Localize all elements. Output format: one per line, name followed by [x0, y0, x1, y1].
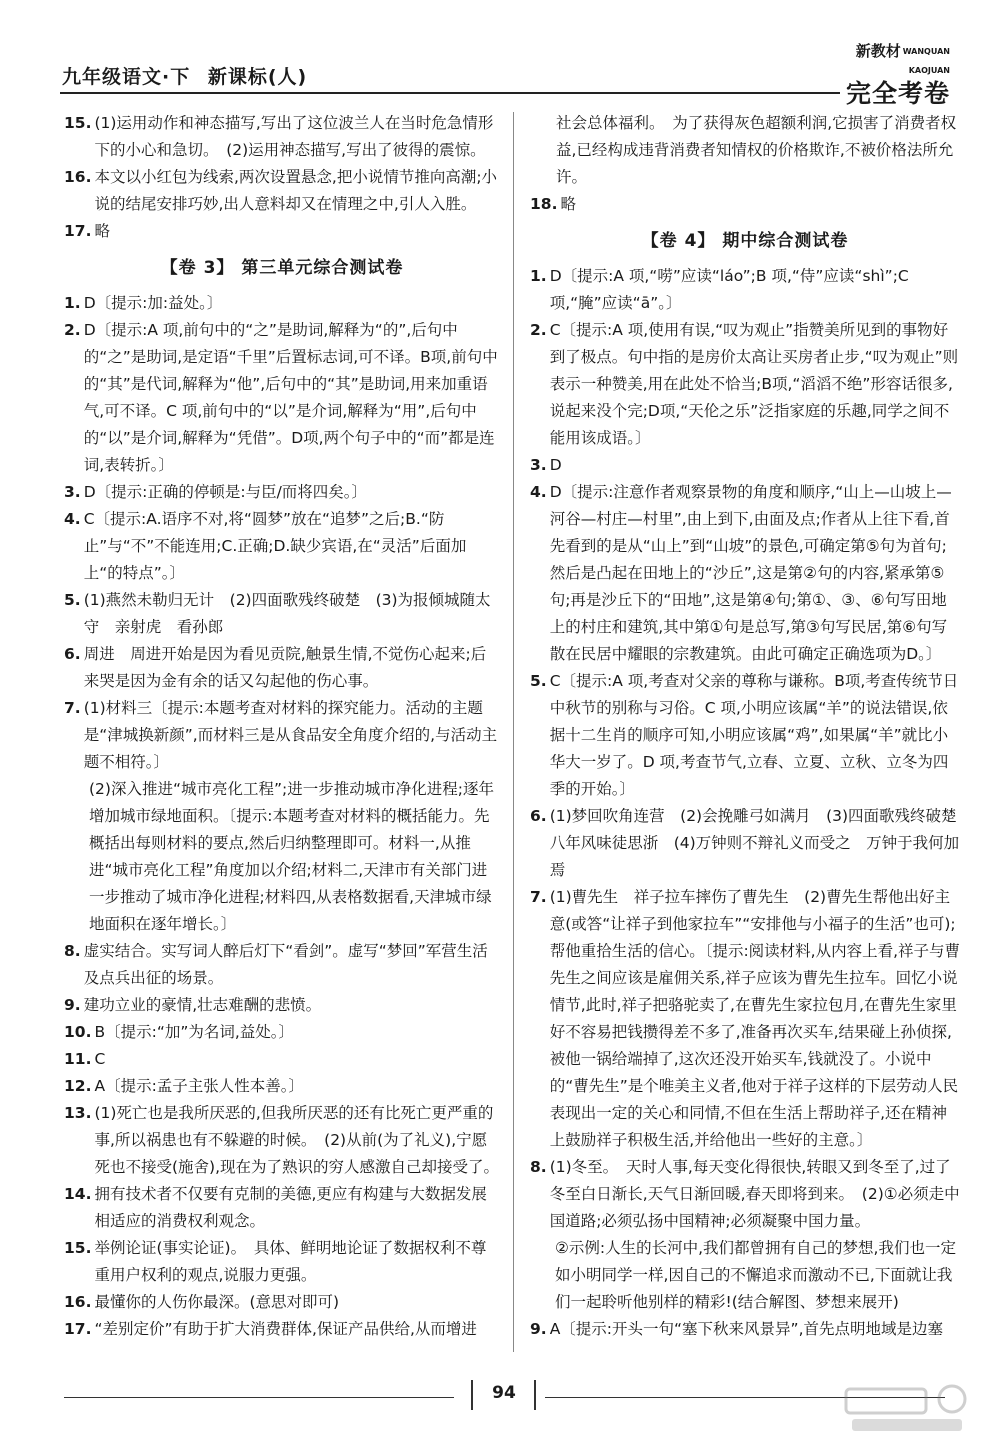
answer-number: 16. [64, 1293, 92, 1311]
answer-number: 9. [64, 996, 81, 1014]
answer-text: D〔提示:A 项,前句中的“之”是助词,解释为“的”,后句中的“之”是助词,是定语“千里”后置标志词,可不译。B项,前句中的“其”是代词,解释为“他”,后句中的“其”是助词,用来加重语气,可不译。C 项,前句中的“以”是介词,解释为“用”,后句中的“以”是介词,解释为“凭借”。D项,两个句子中的“而”都是连词,表转折。〕 [83, 321, 498, 474]
answer-number: 3. [64, 483, 81, 501]
answer-number: 4. [530, 483, 547, 501]
answer-item [64, 938, 500, 992]
answer-item [64, 1235, 500, 1289]
answer-item [64, 164, 500, 218]
answer-text: (1)梦回吹角连营 (2)会挽雕弓如满月 (3)四面歌残终破楚 八年风味徒思浙 (4)万钟则不辩礼义而受之 万钟于我何加焉 [549, 807, 973, 879]
answer-number: 7. [530, 888, 547, 906]
answer-number: 5. [530, 672, 547, 690]
answer-number: 18. [530, 195, 558, 213]
answer-text: B〔提示:“加”为名词,益处。〕 [94, 1023, 295, 1041]
answer-item [64, 587, 500, 641]
answer-text: 建功立业的豪情,壮志难酬的悲愤。 [83, 996, 322, 1014]
answer-number: 12. [64, 1077, 92, 1095]
answer-item [530, 452, 960, 479]
continued-answer: 社会总体福利。 为了获得灰色超额利润,它损害了消费者权益,已经构成违背消费者知情权的价格欺诈,不被价格法所允许。 [556, 114, 957, 186]
grade-label: 九年级语文·下 [62, 66, 191, 88]
left-column [64, 110, 500, 1343]
answer-number: 15. [64, 1239, 92, 1257]
answer-text: A〔提示:开头一句“塞下秋来风景异”,首先点明地域是边塞 [549, 1320, 944, 1338]
answer-item [64, 218, 500, 245]
answer-text: (1)冬至。 天时人事,每天变化得很快,转眼又到冬至了,过了冬至白日渐长,天气日渐回暖,春天即将到来。 (2)①必须走中国道路;必须弘扬中国精神;必须凝聚中国力量。 [549, 1158, 960, 1230]
answer-text: (1)运用动作和神态描写,写出了这位波兰人在当时危急情形下的小心和急切。 (2)运用神态描写,写出了彼得的震惊。 [94, 114, 494, 159]
page-header [60, 40, 950, 108]
answer-item [530, 317, 960, 452]
right-answers-a [530, 191, 960, 218]
brand-main: 完全考卷 [845, 79, 950, 108]
footer-rule-left [64, 1397, 454, 1398]
right-answers-b [530, 263, 973, 1343]
section-title-3: 【卷 3】 第三单元综合测试卷 [160, 258, 404, 278]
answer-item [530, 479, 960, 668]
answer-number: 17. [64, 222, 92, 240]
answer-item [530, 884, 960, 1154]
answer-text: D〔提示:正确的停顿是:与臣/而将四矣。〕 [83, 483, 368, 501]
answer-text: D〔提示:加:益处。〕 [83, 294, 223, 312]
answer-number [530, 1235, 552, 1316]
answer-text: A〔提示:孟子主张人性本善。〕 [94, 1077, 305, 1095]
brand-logo [830, 40, 950, 108]
answer-item [64, 992, 500, 1019]
answer-item [530, 1235, 960, 1316]
answer-item [530, 1154, 960, 1235]
answer-text: (1)死亡也是我所厌恶的,但我所厌恶的还有比死亡更严重的事,所以祸患也有不躲避的时候。 (2)从前(为了礼义),宁愿死也不接受(施舍),现在为了熟识的穷人感激自己却接受了。 [94, 1104, 499, 1176]
answer-item [530, 263, 960, 317]
section-title-4: 【卷 4】 期中综合测试卷 [641, 231, 849, 251]
answer-text: 本文以小红包为线索,两次设置悬念,把小说情节推向高潮;小说的结尾安排巧妙,出人意料却又在情理之中,引人入胜。 [94, 168, 498, 213]
answer-text: 略 [94, 222, 110, 240]
answer-number: 5. [64, 591, 81, 609]
answer-item [64, 1289, 500, 1316]
answer-text: (1)燕然未勒归无计 (2)四面歌残终破楚 (3)为报倾城随太守 亲射虎 看孙郎 [83, 591, 491, 636]
answer-number: 4. [64, 510, 81, 528]
answer-item [530, 191, 960, 218]
answer-text: “差别定价”有助于扩大消费群体,保证产品供给,从而增进 [94, 1320, 477, 1338]
answer-item [64, 1019, 500, 1046]
brand-small: 新教材 [855, 42, 901, 60]
answer-text: C [94, 1050, 106, 1068]
answer-item [530, 668, 960, 803]
answer-item [64, 506, 500, 587]
answer-item [64, 1100, 500, 1181]
answer-item [530, 1316, 960, 1343]
answer-number [64, 776, 86, 938]
answer-item [64, 641, 500, 695]
answer-item [64, 1046, 500, 1073]
answer-text: 略 [560, 195, 576, 213]
answer-number: 10. [64, 1023, 92, 1041]
answer-number: 16. [64, 168, 92, 186]
answer-number: 13. [64, 1104, 92, 1122]
answer-item [64, 317, 500, 479]
answer-item [64, 1316, 500, 1343]
answer-item [64, 110, 500, 164]
brand-pinyin: WANQUAN KAOJUAN [902, 47, 950, 75]
answer-text: D〔提示:A 项,“唠”应读“láo”;B 项,“侍”应读“shì”;C 项,“腌”应读“ā”。〕 [549, 267, 909, 312]
answer-number: 2. [530, 321, 547, 339]
answer-number: 8. [64, 942, 81, 960]
answer-text: (1)材料三〔提示:本题考查对材料的探究能力。活动的主题是“津城换新颜”,而材料三是从食品安全角度介绍的,与活动主题不相符。〕 [83, 699, 498, 771]
answer-text: (2)深入推进“城市亮化工程”;进一步推动城市净化进程;逐年增加城市绿地面积。〔提示:本题考查对材料的概括能力。先概括出每则材料的要点,然后归纳整理即可。材料一,从推进“城市亮化工程”角度加以介绍;材料二,天津市有关部门进一步推动了城市净化进程;材料四,从表格数据看,天津城市绿地面积在逐年增长。〕 [89, 780, 494, 933]
header-rule [60, 92, 840, 94]
answer-item [64, 776, 500, 938]
answer-number: 15. [64, 114, 92, 132]
answer-text: 拥有技术者不仅要有克制的美德,更应有构建与大数据发展相适应的消费权利观念。 [94, 1185, 487, 1230]
column-divider [513, 112, 514, 1352]
answer-number: 6. [64, 645, 81, 663]
answer-number: 2. [64, 321, 81, 339]
answer-text: 举例论证(事实论证)。 具体、鲜明地论证了数据权利不尊重用户权利的观点,说服力更强。 [94, 1239, 487, 1284]
answer-number: 17. [64, 1320, 92, 1338]
answer-item [64, 1073, 500, 1100]
answer-item [64, 1181, 500, 1235]
answer-text: D [549, 456, 562, 474]
answer-item [530, 803, 973, 884]
answer-item [64, 290, 500, 317]
answer-number: 1. [530, 267, 547, 285]
answer-number: 11. [64, 1050, 92, 1068]
answer-text: (1)曹先生 祥子拉车摔伤了曹先生 (2)曹先生帮他出好主意(或答“让祥子到他家拉车”“安排他与小福子的生活”也可);帮他重拾生活的信心。〔提示:阅读材料,从内容上看,祥子与曹先生之间应该是雇佣关系,祥子应该为曹先生拉车。回忆小说情节,此时,祥子把骆驼卖了,在曹先生家拉包月,在曹先生家里好不容易把钱攒得差不多了,准备再次买车,结果碰上孙侦探,被他一锅给端掉了,这次还没开始买车,钱就没了。小说中的“曹先生”是个唯美主义者,他对于祥子这样的下层劳动人民表现出一定的关心和同情,不但在生活上帮助祥子,还在精神上鼓励祥子积极生活,并给他出一些好的主意。〕 [549, 888, 961, 1149]
answer-number: 6. [530, 807, 547, 825]
left-answers-a [64, 110, 500, 245]
answer-text: ②示例:人生的长河中,我们都曾拥有自己的梦想,我们也一定如小明同学一样,因自己的不懈追求而激动不已,下面就让我们一起聆听他别样的精彩!(结合解图、梦想来展开) [555, 1239, 956, 1311]
answer-number: 7. [64, 699, 81, 717]
edition-label: 新课标(人) [207, 66, 308, 88]
answer-number: 1. [64, 294, 81, 312]
answer-text: 周进 周进开始是因为看见贡院,触景生情,不觉伤心起来;后来哭是因为金有余的话又勾起他的伤心事。 [83, 645, 487, 690]
answer-item [64, 479, 500, 506]
footer-bar-left [471, 1380, 473, 1410]
answer-number: 14. [64, 1185, 92, 1203]
answer-text: 虚实结合。实写词人醉后灯下“看剑”。虚写“梦回”军营生活及点兵出征的场景。 [83, 942, 488, 987]
right-column [530, 110, 973, 1343]
answer-text: C〔提示:A 项,使用有误,“叹为观止”指赞美所见到的事物好到了极点。句中指的是房价太高让买房者止步,“叹为观止”则表示一种赞美,用在此处不恰当;B项,“滔滔不绝”形容话很多,说起来没个完;D项,“天伦之乐”泛指家庭的乐趣,同学之间不能用该成语。〕 [549, 321, 959, 447]
header-title [62, 62, 317, 89]
answer-text: C〔提示:A.语序不对,将“圆梦”放在“追梦”之后;B.“防止”与“不”不能连用;C.正确;D.缺少宾语,在“灵活”后面加上“的特点”。〕 [83, 510, 467, 582]
answer-number: 9. [530, 1320, 547, 1338]
answer-number: 3. [530, 456, 547, 474]
footer-bar-right [534, 1380, 536, 1410]
answer-number: 8. [530, 1158, 547, 1176]
answer-text: D〔提示:注意作者观察景物的角度和顺序,“山上—山坡上—河谷—村庄—村里”,由上到下,由面及点;作者从上往下看,首先看到的是从“山上”到“山坡”的景色,可确定第⑤句为首句;然后是凸起在田地上的“沙丘”,这是第②句的内容,紧承第⑤句;再是沙丘下的“田地”,这是第④句;第①、③、⑥句写田地上的村庄和建筑,其中第①句是总写,第③句写民居,第⑥句写散在民居中耀眼的宗教建筑。由此可确定正确选项为D。〕 [549, 483, 952, 663]
answer-text: C〔提示:A 项,考查对父亲的尊称与谦称。B项,考查传统节日中秋节的别称与习俗。C 项,小明应该属“羊”的说法错误,依据十二生肖的顺序可知,小明应该属“鸡”,如果属“羊”就比小华大一岁了。D 项,考查节气,立春、立夏、立秋、立冬为四季的开始。〕 [549, 672, 959, 798]
answer-item [64, 695, 500, 776]
watermark-logo [842, 1383, 972, 1435]
left-answers-b [64, 290, 500, 1343]
answer-text: 最懂你的人伤你最深。(意思对即可) [94, 1293, 340, 1311]
page-number: 94 [492, 1383, 516, 1403]
